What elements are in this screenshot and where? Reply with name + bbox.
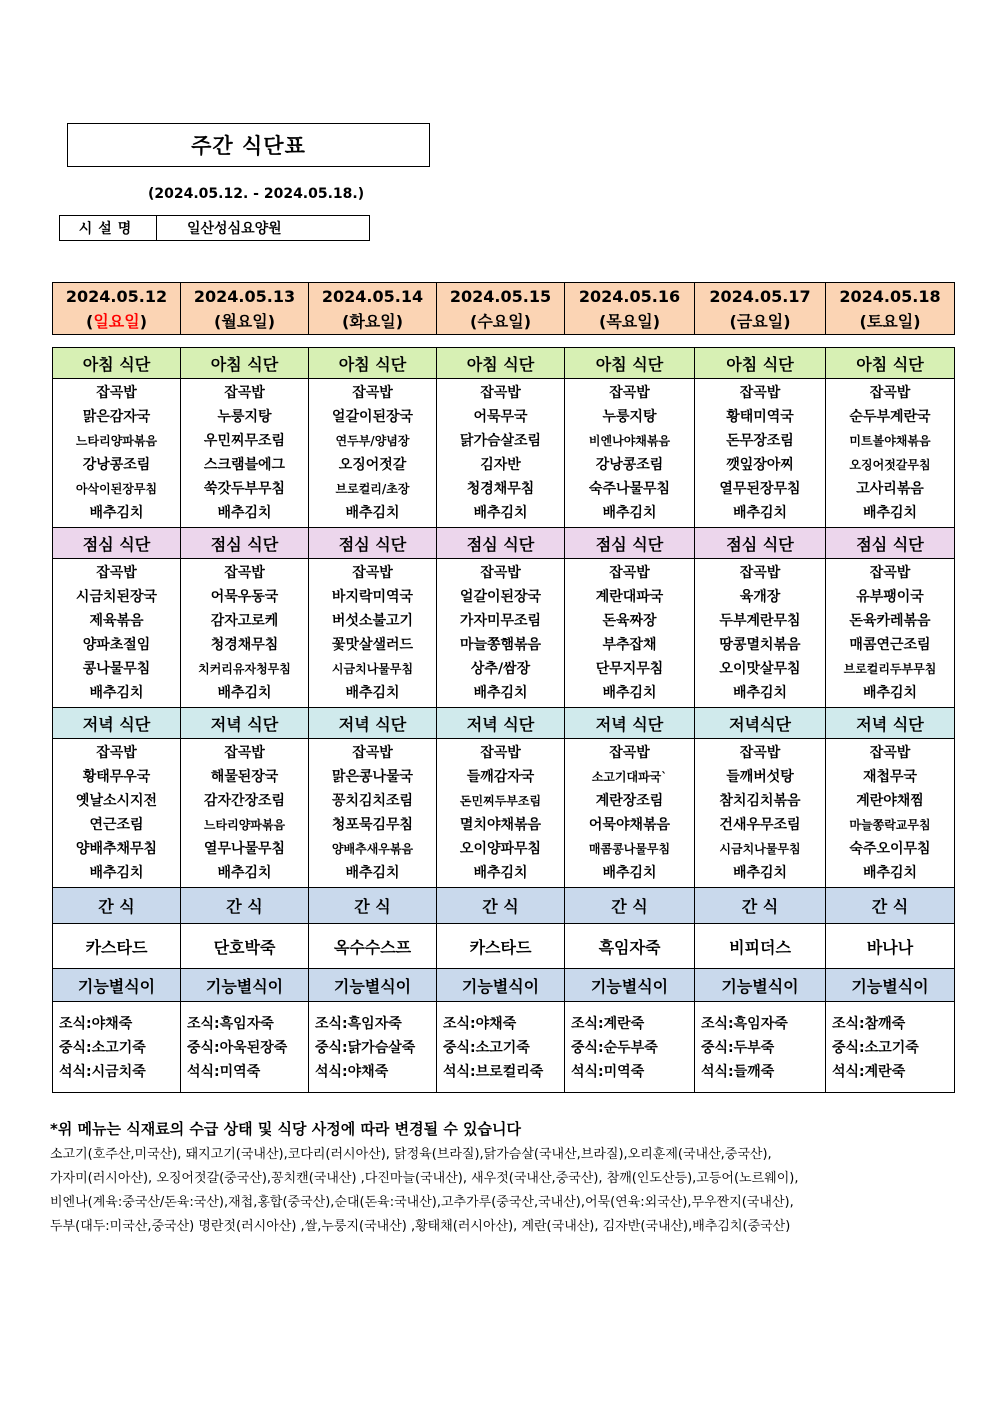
menu-item: 황태무우국 xyxy=(82,769,151,785)
dinner-cell xyxy=(309,739,437,888)
lunch-label: 점심 식단 xyxy=(565,528,695,559)
menu-item: 시금치된장국 xyxy=(75,589,158,605)
menu-item: 잡곡밥 xyxy=(480,385,521,401)
menu-item: 배추김치 xyxy=(473,865,528,881)
lunch-label: 점심 식단 xyxy=(53,528,181,559)
dinner-cell xyxy=(565,739,695,888)
breakfast-label: 아침 식단 xyxy=(53,348,181,379)
functional-item: 석식:계란죽 xyxy=(832,1064,906,1080)
functional-label: 기능별식이 xyxy=(437,969,565,1002)
lunch-cell xyxy=(53,559,181,708)
menu-item: 잡곡밥 xyxy=(739,565,781,581)
snack-item: 바나나 xyxy=(826,924,955,969)
origin-line: 소고기(호주산,미국산), 돼지고기(국내산),코다리(러시아산), 닭정육(브라질),닭가슴살(국내산,브라질),오리훈제(국내산,중국산), xyxy=(50,1147,772,1162)
menu-item: 잡곡밥 xyxy=(480,565,521,581)
menu-item: 단무지무침 xyxy=(595,661,664,677)
menu-item: 참치김치볶음 xyxy=(719,793,801,809)
menu-item: 육개장 xyxy=(739,589,781,605)
snack-label: 간 식 xyxy=(437,888,565,924)
bracket: ( xyxy=(859,311,867,331)
bracket: ( xyxy=(342,311,350,331)
menu-item: 청경채무침 xyxy=(466,481,535,497)
menu-item: 어묵야채볶음 xyxy=(588,817,671,833)
bracket: ( xyxy=(599,311,607,331)
breakfast-cell xyxy=(181,379,309,528)
lunch-cell xyxy=(565,559,695,708)
dinner-cell xyxy=(695,739,826,888)
menu-item: 얼갈이된장국 xyxy=(459,589,542,605)
menu-item: 배추김치 xyxy=(89,685,144,701)
menu-item: 청경채무침 xyxy=(210,637,279,653)
menu-item: 연두부/양념장 xyxy=(335,434,410,448)
weekday xyxy=(181,309,308,334)
menu-item: 매콤연근조림 xyxy=(849,637,931,653)
lunch-row xyxy=(53,528,955,559)
menu-item: 양배추새우볶음 xyxy=(331,842,414,856)
date-cell xyxy=(695,283,826,335)
functional-item: 석식:시금치죽 xyxy=(59,1064,146,1080)
menu-item: 배추김치 xyxy=(89,865,144,881)
menu-item: 잡곡밥 xyxy=(869,385,911,401)
bracket: ) xyxy=(395,311,403,331)
menu-item: 양파초절임 xyxy=(82,637,151,653)
menu-item: 잡곡밥 xyxy=(739,745,781,761)
menu-item: 잡곡밥 xyxy=(224,565,265,581)
menu-item: 땅콩멸치볶음 xyxy=(719,637,801,653)
facility-name: 일산성심요양원 xyxy=(187,221,282,237)
menu-item: 들깨버섯탕 xyxy=(726,769,794,785)
snack-items-row xyxy=(53,924,955,969)
functional-cell xyxy=(695,1002,826,1093)
bracket: ) xyxy=(267,311,275,331)
bracket: ) xyxy=(523,311,531,331)
snack-item: 흑임자죽 xyxy=(565,924,695,969)
menu-item: 재첩무국 xyxy=(862,769,918,785)
functional-label: 기능별식이 xyxy=(565,969,695,1002)
functional-item: 조식:흑임자죽 xyxy=(315,1016,402,1032)
lunch-cell xyxy=(437,559,565,708)
weekday-text: 화요일 xyxy=(349,311,396,331)
functional-item: 석식:미역죽 xyxy=(571,1064,645,1080)
breakfast-cell xyxy=(53,379,181,528)
menu-item: 잡곡밥 xyxy=(352,385,393,401)
menu-item: 감자고로케 xyxy=(210,613,279,629)
menu-item: 배추김치 xyxy=(732,505,788,521)
facility-box xyxy=(59,215,370,241)
menu-item: 청포묵김무침 xyxy=(331,817,414,833)
menu-item: 닭가슴살조림 xyxy=(459,433,542,449)
menu-item: 유부팽이국 xyxy=(856,589,924,605)
menu-item: 느타리양파볶음 xyxy=(75,434,158,448)
functional-item: 조식:야채죽 xyxy=(59,1016,133,1032)
functional-item: 석식:브로컬리죽 xyxy=(443,1064,544,1080)
snack-label: 간 식 xyxy=(826,888,955,924)
menu-item: 들깨감자국 xyxy=(466,769,535,785)
menu-item: 콩나물무침 xyxy=(82,661,151,677)
bracket: ) xyxy=(783,311,791,331)
dinner-cell xyxy=(53,739,181,888)
functional-item: 석식:야채죽 xyxy=(315,1064,389,1080)
menu-item: 배추김치 xyxy=(217,505,272,521)
date-cell xyxy=(309,283,437,335)
lunch-label: 점심 식단 xyxy=(437,528,565,559)
menu-item: 잡곡밥 xyxy=(224,385,265,401)
menu-item: 부추잡채 xyxy=(602,637,657,653)
date-cell xyxy=(437,283,565,335)
menu-item: 꽃맛살샐러드 xyxy=(331,637,414,653)
menu-item: 잡곡밥 xyxy=(352,745,393,761)
bracket: ( xyxy=(214,311,222,331)
menu-item: 배추김치 xyxy=(217,685,272,701)
menu-item: 브로컬리/초장 xyxy=(335,482,410,496)
lunch-label: 점심 식단 xyxy=(181,528,309,559)
weekday xyxy=(565,309,694,334)
lunch-items-row xyxy=(53,559,955,708)
menu-item: 매콤콩나물무침 xyxy=(588,842,671,856)
menu-item: 배추김치 xyxy=(862,505,918,521)
weekday-text: 수요일 xyxy=(477,311,524,331)
weekday-text: 목요일 xyxy=(606,311,653,331)
menu-item: 치커리유자청무침 xyxy=(198,662,291,676)
weekday xyxy=(695,309,825,334)
menu-item: 느타리양파볶음 xyxy=(203,818,286,832)
menu-item: 황태미역국 xyxy=(726,409,794,425)
menu-item: 배추김치 xyxy=(602,505,657,521)
functional-cell xyxy=(53,1002,181,1093)
functional-label: 기능별식이 xyxy=(826,969,955,1002)
menu-item: 오징어젓갈무침 xyxy=(849,458,931,472)
menu-item: 배추김치 xyxy=(602,865,657,881)
menu-item: 잡곡밥 xyxy=(869,745,911,761)
date: 2024.05.17 xyxy=(709,286,811,306)
date: 2024.05.13 xyxy=(193,286,296,306)
bracket: ( xyxy=(470,311,478,331)
origin-line: 두부(대두:미국산,중국산) 명란젓(러시아산) ,쌀,누룽지(국내산) ,황태채(러시아산), 계란(국내산), 김자반(국내산),배추김치(중국산) xyxy=(50,1219,791,1234)
menu-item: 시금치나물무침 xyxy=(719,842,801,856)
menu-item: 돈무장조림 xyxy=(726,433,794,449)
functional-item: 석식:들깨죽 xyxy=(701,1064,775,1080)
menu-item: 바지락미역국 xyxy=(331,589,414,605)
menu-item: 잡곡밥 xyxy=(352,565,393,581)
menu-item: 잡곡밥 xyxy=(739,385,781,401)
menu-item: 시금치나물무침 xyxy=(331,662,414,676)
snack-label: 간 식 xyxy=(53,888,181,924)
menu-item: 고사리볶음 xyxy=(856,481,924,497)
menu-item: 비엔나야채볶음 xyxy=(588,434,671,448)
menu-item: 스크램블에그 xyxy=(203,457,286,473)
origin-line: 비엔나(계육:중국산/돈육:국산),재첩,홍합(중국산),순대(돈육:국내산),고추가루(중국산,국내산),어묵(연육:외국산),무우짠지(국내산), xyxy=(50,1195,794,1210)
menu-item: 소고기대파국` xyxy=(591,770,668,784)
snack-item: 옥수수스프 xyxy=(309,924,437,969)
weekday xyxy=(309,309,436,334)
weekday-text: 금요일 xyxy=(736,311,784,331)
menu-item: 마늘쫑햄볶음 xyxy=(459,637,542,653)
functional-cell xyxy=(309,1002,437,1093)
snack-item: 카스타드 xyxy=(437,924,565,969)
dinner-label: 저녁 식단 xyxy=(309,708,437,739)
functional-label: 기능별식이 xyxy=(695,969,826,1002)
lunch-label: 점심 식단 xyxy=(695,528,826,559)
menu-item: 돈민찌두부조림 xyxy=(459,794,542,808)
notice: *위 메뉴는 식재료의 수급 상태 및 식당 사정에 따라 변경될 수 있습니다 xyxy=(50,1120,522,1138)
breakfast-label: 아침 식단 xyxy=(437,348,565,379)
functional-items-row xyxy=(53,1002,955,1093)
menu-item: 우민찌무조림 xyxy=(203,433,286,449)
menu-item: 배추김치 xyxy=(732,865,788,881)
menu-item: 잡곡밥 xyxy=(609,745,650,761)
menu-item: 계란야채찜 xyxy=(856,793,924,809)
lunch-label: 점심 식단 xyxy=(826,528,955,559)
page-title xyxy=(67,123,430,167)
lunch-cell xyxy=(309,559,437,708)
menu-item: 옛날소시지전 xyxy=(75,793,158,809)
menu-item: 어묵무국 xyxy=(473,409,528,425)
snack-label: 간 식 xyxy=(565,888,695,924)
menu-item: 돈육짜장 xyxy=(602,613,657,629)
functional-label: 기능별식이 xyxy=(53,969,181,1002)
snack-item: 비피더스 xyxy=(695,924,826,969)
functional-item: 석식:미역죽 xyxy=(187,1064,261,1080)
breakfast-label: 아침 식단 xyxy=(565,348,695,379)
snack-label: 간 식 xyxy=(695,888,826,924)
menu-item: 오징어젓갈 xyxy=(338,457,407,473)
weekday xyxy=(826,309,954,334)
menu-item: 잡곡밥 xyxy=(224,745,265,761)
menu-item: 배추김치 xyxy=(862,685,918,701)
menu-item: 배추김치 xyxy=(732,685,788,701)
menu-item: 마늘쫑락교무침 xyxy=(849,818,931,832)
menu-item: 순두부계란국 xyxy=(849,409,931,425)
origin-info xyxy=(50,1143,960,1239)
functional-item: 중식:소고기죽 xyxy=(59,1040,146,1056)
menu-item: 양배추채무침 xyxy=(75,841,158,857)
menu-item: 연근조림 xyxy=(89,817,144,833)
origin-line: 가자미(러시아산), 오징어젓갈(중국산),꽁치캔(국내산) ,다진마늘(국내산), 새우젓(국내산,중국산), 참깨(인도산등),고등어(노르웨이), xyxy=(50,1171,799,1186)
functional-item: 조식:흑임자죽 xyxy=(187,1016,274,1032)
menu-item: 미트볼야채볶음 xyxy=(849,434,931,448)
bracket: ) xyxy=(652,311,660,331)
menu-table xyxy=(52,347,955,1093)
breakfast-label: 아침 식단 xyxy=(181,348,309,379)
menu-item: 열무된장무침 xyxy=(719,481,801,497)
menu-item: 누룽지탕 xyxy=(602,409,657,425)
date: 2024.05.16 xyxy=(578,286,681,306)
breakfast-label: 아침 식단 xyxy=(309,348,437,379)
breakfast-items-row xyxy=(53,379,955,528)
menu-item: 계란대파국 xyxy=(595,589,664,605)
lunch-cell xyxy=(826,559,955,708)
menu-item: 잡곡밥 xyxy=(869,565,911,581)
menu-item: 배추김치 xyxy=(473,505,528,521)
menu-item: 강낭콩조림 xyxy=(595,457,664,473)
dinner-cell xyxy=(826,739,955,888)
menu-item: 제육볶음 xyxy=(89,613,144,629)
menu-item: 잡곡밥 xyxy=(480,745,521,761)
dinner-label: 저녁식단 xyxy=(695,708,826,739)
functional-item: 중식:소고기죽 xyxy=(832,1040,919,1056)
dinner-cell xyxy=(181,739,309,888)
date-cell xyxy=(53,283,181,335)
menu-item: 해물된장국 xyxy=(210,769,279,785)
menu-item: 배추김치 xyxy=(345,505,400,521)
bracket: ( xyxy=(729,311,737,331)
dinner-cell xyxy=(437,739,565,888)
menu-item: 배추김치 xyxy=(602,685,657,701)
menu-item: 맑은콩나물국 xyxy=(331,769,414,785)
menu-item: 쑥갓두부무침 xyxy=(203,481,286,497)
menu-item: 잡곡밥 xyxy=(96,385,137,401)
menu-item: 가자미무조림 xyxy=(459,613,542,629)
menu-item: 열무나물무침 xyxy=(203,841,286,857)
menu-item: 숙주나물무침 xyxy=(588,481,671,497)
snack-row xyxy=(53,888,955,924)
period: (2024.05.12. - 2024.05.18.) xyxy=(148,186,365,202)
functional-cell xyxy=(826,1002,955,1093)
lunch-cell xyxy=(181,559,309,708)
functional-cell xyxy=(437,1002,565,1093)
facility-label: 시설명 xyxy=(60,216,157,240)
bracket: ) xyxy=(913,311,921,331)
breakfast-row xyxy=(53,348,955,379)
date-cell xyxy=(826,283,955,335)
functional-label: 기능별식이 xyxy=(309,969,437,1002)
menu-item: 배추김치 xyxy=(345,685,400,701)
breakfast-cell xyxy=(826,379,955,528)
dinner-label: 저녁 식단 xyxy=(181,708,309,739)
functional-row xyxy=(53,969,955,1002)
title-text: 주간 식단표 xyxy=(191,134,306,158)
menu-item: 배추김치 xyxy=(217,865,272,881)
snack-label: 간 식 xyxy=(181,888,309,924)
snack-item: 단호박죽 xyxy=(181,924,309,969)
menu-item: 배추김치 xyxy=(862,865,918,881)
menu-item: 잡곡밥 xyxy=(609,565,650,581)
menu-item: 상추/쌈장 xyxy=(470,661,531,677)
functional-item: 조식:참깨죽 xyxy=(832,1016,906,1032)
functional-cell xyxy=(181,1002,309,1093)
menu-item: 브로컬리두부무침 xyxy=(843,662,937,676)
functional-cell xyxy=(565,1002,695,1093)
functional-item: 중식:두부죽 xyxy=(701,1040,775,1056)
date: 2024.05.12 xyxy=(65,286,168,306)
bracket: ) xyxy=(139,311,147,331)
date: 2024.05.18 xyxy=(839,286,941,306)
menu-item: 맑은감자국 xyxy=(82,409,151,425)
functional-item: 중식:소고기죽 xyxy=(443,1040,530,1056)
menu-item: 계란장조림 xyxy=(595,793,664,809)
menu-item: 멸치야채볶음 xyxy=(459,817,542,833)
breakfast-label: 아침 식단 xyxy=(695,348,826,379)
menu-item: 오이맛살무침 xyxy=(719,661,801,677)
dinner-row xyxy=(53,708,955,739)
menu-item: 꽁치김치조림 xyxy=(331,793,414,809)
menu-item: 강낭콩조림 xyxy=(82,457,151,473)
menu-item: 어묵우동국 xyxy=(210,589,279,605)
bracket: ( xyxy=(86,311,94,331)
snack-item: 카스타드 xyxy=(53,924,181,969)
menu-item: 김자반 xyxy=(480,457,521,473)
functional-item: 조식:야채죽 xyxy=(443,1016,517,1032)
menu-item: 돈육카레볶음 xyxy=(849,613,931,629)
functional-item: 중식:순두부죽 xyxy=(571,1040,658,1056)
breakfast-label: 아침 식단 xyxy=(826,348,955,379)
menu-item: 얼갈이된장국 xyxy=(331,409,414,425)
dinner-label: 저녁 식단 xyxy=(53,708,181,739)
menu-item: 두부계란무침 xyxy=(719,613,801,629)
menu-item: 버섯소불고기 xyxy=(331,613,414,629)
menu-item: 배추김치 xyxy=(345,865,400,881)
weekday-text: 토요일 xyxy=(866,311,914,331)
weekday xyxy=(437,309,564,334)
menu-item: 오이양파무침 xyxy=(459,841,542,857)
menu-item: 감자간장조림 xyxy=(203,793,286,809)
functional-item: 조식:계란죽 xyxy=(571,1016,645,1032)
functional-label: 기능별식이 xyxy=(181,969,309,1002)
functional-item: 중식:아욱된장죽 xyxy=(187,1040,288,1056)
menu-item: 아삭이된장무침 xyxy=(75,482,158,496)
date: 2024.05.15 xyxy=(449,286,552,306)
dinner-items-row xyxy=(53,739,955,888)
weekday-text: 월요일 xyxy=(221,311,268,331)
breakfast-cell xyxy=(309,379,437,528)
functional-item: 중식:닭가슴살죽 xyxy=(315,1040,416,1056)
menu-item: 깻잎장아찌 xyxy=(726,457,794,473)
breakfast-cell xyxy=(695,379,826,528)
menu-item: 건새우무조림 xyxy=(719,817,801,833)
menu-item: 배추김치 xyxy=(473,685,528,701)
dinner-label: 저녁 식단 xyxy=(826,708,955,739)
menu-item: 잡곡밥 xyxy=(609,385,650,401)
date-cell xyxy=(565,283,695,335)
snack-label: 간 식 xyxy=(309,888,437,924)
menu-item: 잡곡밥 xyxy=(96,745,137,761)
weekday-text: 일요일 xyxy=(93,311,140,331)
date-cell xyxy=(181,283,309,335)
breakfast-cell xyxy=(565,379,695,528)
menu-item: 숙주오이무침 xyxy=(849,841,931,857)
breakfast-cell xyxy=(437,379,565,528)
date-header xyxy=(52,282,955,335)
dinner-label: 저녁 식단 xyxy=(565,708,695,739)
menu-item: 잡곡밥 xyxy=(96,565,137,581)
weekday xyxy=(53,309,180,334)
menu-item: 배추김치 xyxy=(89,505,144,521)
lunch-label: 점심 식단 xyxy=(309,528,437,559)
date: 2024.05.14 xyxy=(321,286,424,306)
menu-item: 누룽지탕 xyxy=(217,409,272,425)
dinner-label: 저녁 식단 xyxy=(437,708,565,739)
lunch-cell xyxy=(695,559,826,708)
functional-item: 조식:흑임자죽 xyxy=(701,1016,788,1032)
